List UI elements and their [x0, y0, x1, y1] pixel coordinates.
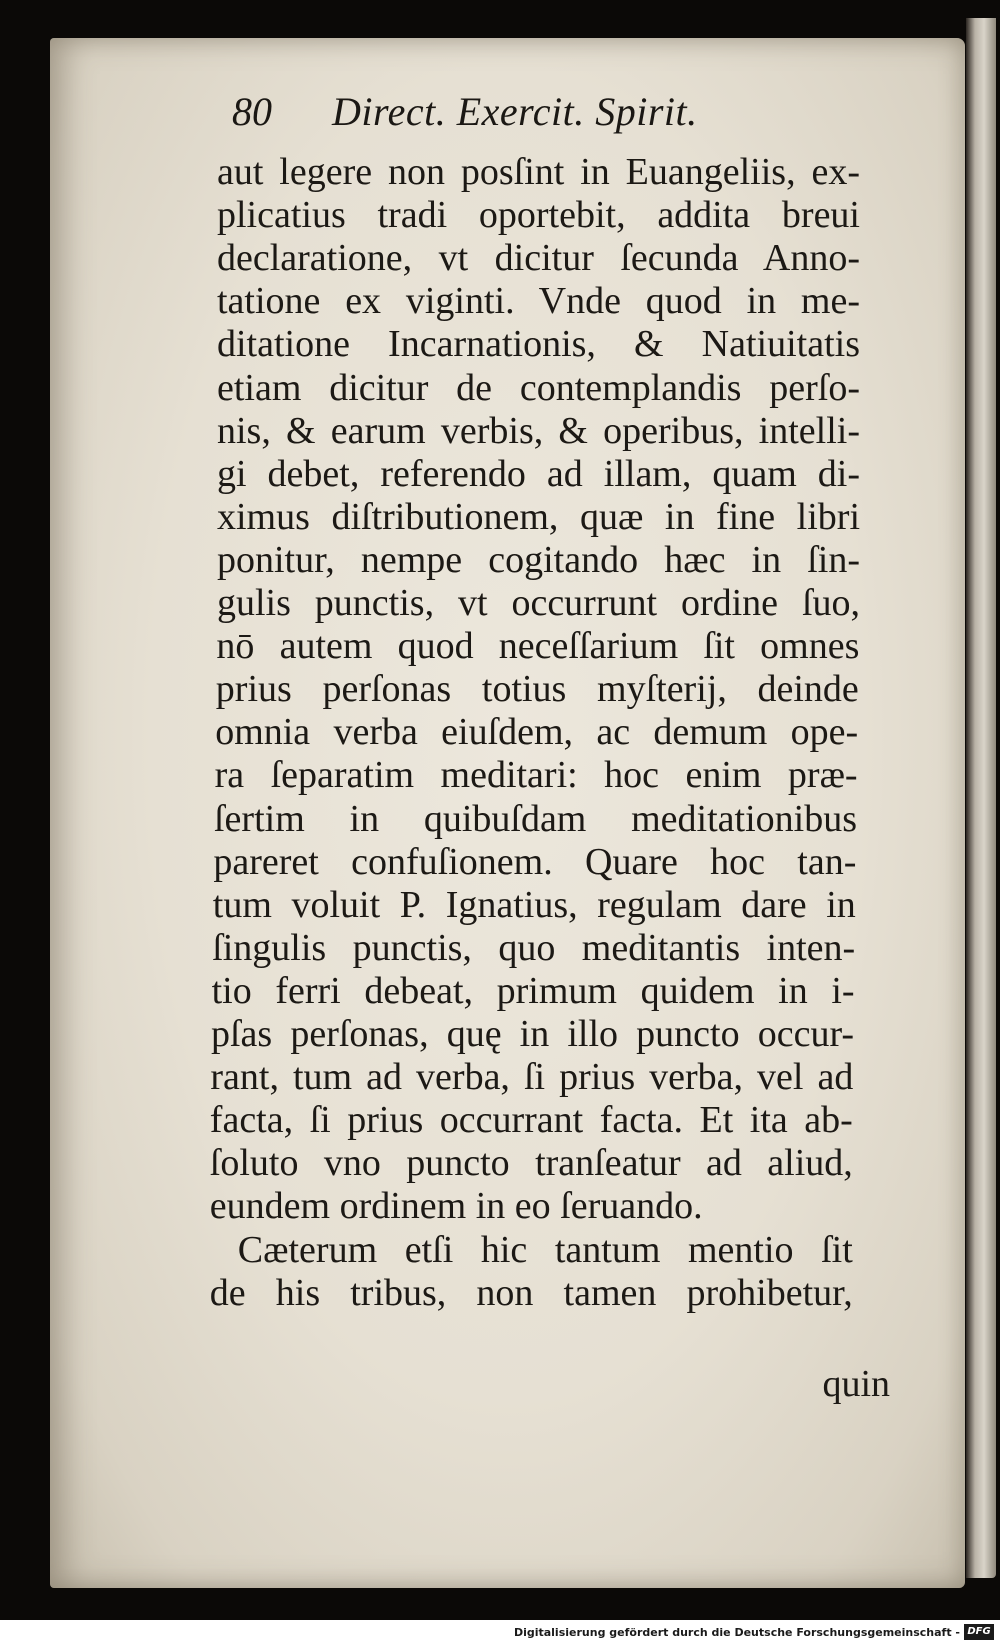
- running-head-title: Direct. Exercit. Spirit.: [332, 89, 698, 134]
- funding-credit: Digitalisierung gefördert durch die Deutsche Forschungsgemeinschaft -: [513, 1626, 960, 1639]
- text-line: eundem ordinem in eo ſeruando.: [209, 1185, 703, 1228]
- text-line: ſertim in quibuſdam meditationibus: [214, 797, 857, 840]
- text-line: pareret confuſionem. Quare hoc tan-: [213, 840, 857, 883]
- page-number: 80: [232, 89, 272, 134]
- text-line: etiam dicitur de contemplandis perſo-: [217, 366, 860, 409]
- text-line: ponitur, nempe cogitando hæc in ſin-: [217, 538, 860, 581]
- text-line: ra ſeparatim meditari: hoc enim præ-: [214, 754, 858, 797]
- text-line: gulis punctis, vt occurrunt ordine ſuo,: [217, 582, 860, 624]
- text-line: ſingulis punctis, quo meditantis inten-: [212, 926, 856, 969]
- text-line: ditatione Incarnationis, & Natiuitatis: [217, 323, 860, 366]
- catchword: quin: [822, 1363, 890, 1405]
- digitization-footer: [0, 1620, 1000, 1645]
- text-line: rant, tum ad verba, ſi prius verba, vel ad: [210, 1056, 854, 1099]
- text-line: gi debet, referendo ad illam, quam di-: [217, 452, 860, 495]
- text-line: ximus diſtributionem, quæ in fine libri: [217, 495, 860, 538]
- text-line: facta, ſi prius occurrant facta. Et ita ab-: [209, 1099, 853, 1142]
- text-line: pſas perſonas, quę in illo puncto occur-: [211, 1013, 854, 1055]
- text-line: aut legere non posſint in Euangeliis, ex-: [217, 151, 860, 193]
- dfg-logo: DFG: [964, 1624, 994, 1640]
- text-line: nō autem quod neceſſarium ſit omnes: [216, 625, 860, 668]
- text-line: tum voluit P. Ignatius, regulam dare in: [212, 883, 856, 926]
- text-line: de his tribus, non tamen prohibetur,: [209, 1271, 853, 1314]
- text-line: omnia verba eiuſdem, ac demum ope-: [215, 711, 859, 754]
- text-line: tatione ex viginti. Vnde quod in me-: [217, 280, 860, 323]
- text-line: tio ferri debeat, primum quidem in i-: [211, 969, 855, 1012]
- text-line: Cæterum etſi hic tantum mentio ſit: [237, 1228, 853, 1271]
- text-line: plicatius tradi oportebit, addita breui: [217, 194, 860, 237]
- text-line: prius perſonas totius myſterij, deinde: [215, 668, 859, 711]
- text-line: nis, & earum verbis, & operibus, intelli-: [217, 409, 860, 452]
- text-line: ſoluto vno puncto tranſeatur ad aliud,: [209, 1142, 853, 1185]
- text-line: declaratione, vt dicitur ſecunda Anno-: [217, 237, 860, 280]
